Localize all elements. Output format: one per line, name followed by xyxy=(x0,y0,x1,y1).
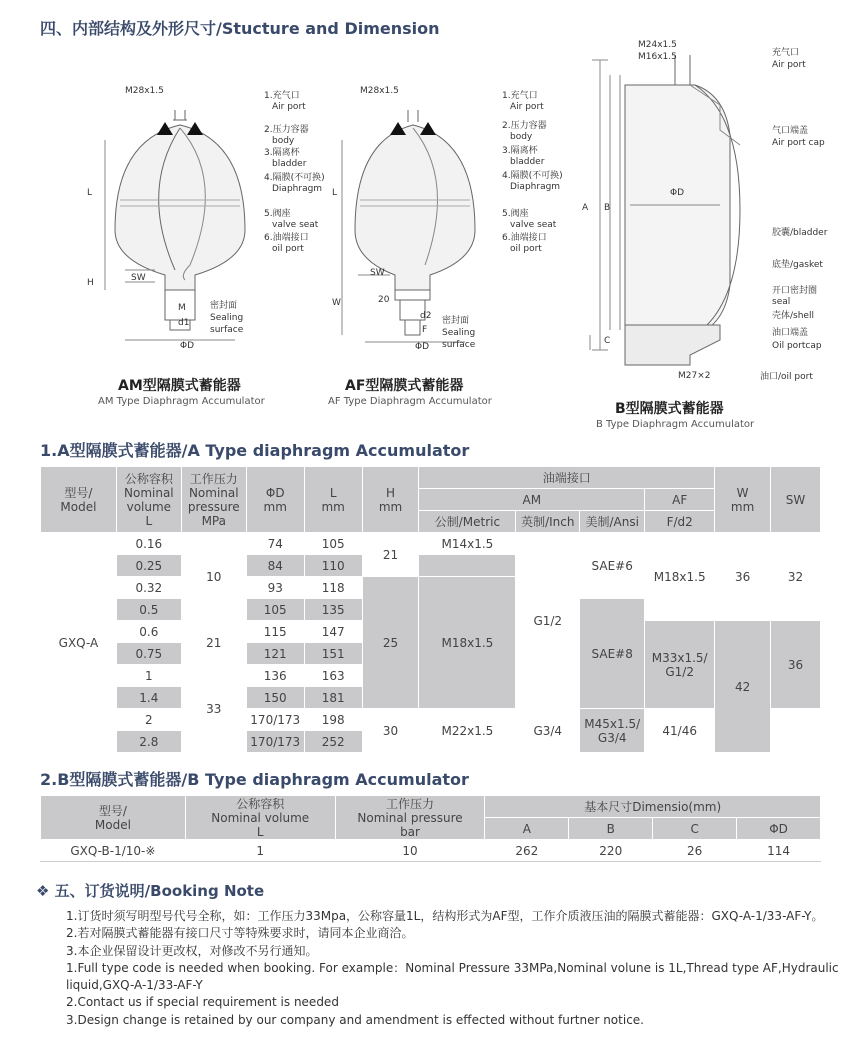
cell-od: 170/173 xyxy=(246,731,304,753)
cell-volume: 0.6 xyxy=(116,621,181,643)
am-label: 1.充气口 xyxy=(264,91,300,101)
am-seal-3: surface xyxy=(210,325,244,335)
am-label: 4.隔膜(不可换) xyxy=(264,173,325,183)
b-label: Oil portcap xyxy=(772,341,822,351)
booking-notes xyxy=(66,908,839,1029)
am-label: oil port xyxy=(272,244,304,254)
b-labels xyxy=(760,45,860,395)
b-hdr-a: A xyxy=(485,818,569,840)
cell-l: 147 xyxy=(304,621,362,643)
b-label: Air port cap xyxy=(772,138,825,148)
af-label: 6.油端接口 xyxy=(502,233,547,243)
hdr-fd2: F/d2 xyxy=(645,511,715,533)
am-label: body xyxy=(272,136,295,146)
cell-od: 84 xyxy=(246,555,304,577)
cell-od: 136 xyxy=(246,665,304,687)
b-hdr-c: C xyxy=(653,818,737,840)
hdr-volume: 公称容积 Nominal volume L xyxy=(116,467,181,533)
af-label: body xyxy=(510,132,533,142)
a-type-table xyxy=(40,466,821,753)
af-label: 5.阀座 xyxy=(502,209,529,219)
b-cell-pressure: 10 xyxy=(335,840,485,862)
hdr-sw: SW xyxy=(771,467,821,533)
af-dim-od: ΦD xyxy=(415,342,430,352)
hdr-model: 型号/ Model xyxy=(41,467,117,533)
b-label: 底垫/gasket xyxy=(772,260,823,270)
am-caption-cn: AM型隔膜式蓄能器 xyxy=(118,378,241,394)
cell-imperial: G1/2 xyxy=(516,533,580,709)
note-line: 1.Full type code is needed when booking. For example：Nominal Pressure 33MPa,Nominal volune is 1L,Thread type AF,Hydraulic xyxy=(66,960,839,975)
b-label: 胶囊/bladder xyxy=(772,228,828,238)
b-hdr-b: B xyxy=(569,818,653,840)
cell-l: 252 xyxy=(304,731,362,753)
af-label: valve seat xyxy=(510,220,557,230)
cell-volume: 0.5 xyxy=(116,599,181,621)
section-structure-heading: 四、内部结构及外形尺寸/Stucture and Dimension xyxy=(40,19,440,38)
cell-l: 110 xyxy=(304,555,362,577)
cell-metric: M22x1.5 xyxy=(419,709,516,753)
cell-metric xyxy=(419,555,516,577)
cell-l: 105 xyxy=(304,533,362,555)
b-label: Air port xyxy=(772,60,806,70)
af-dim-l: L xyxy=(332,188,338,198)
cell-volume: 1.4 xyxy=(116,687,181,709)
af-label: 1.充气口 xyxy=(502,91,538,101)
cell-l: 151 xyxy=(304,643,362,665)
booking-heading-text: 五、订货说明/Booking Note xyxy=(54,882,265,900)
b-thread-1: M24x1.5 xyxy=(638,40,677,50)
cell-h: 30 xyxy=(362,709,419,753)
cell-h: 25 xyxy=(362,577,419,709)
b-caption-cn: B型隔膜式蓄能器 xyxy=(615,401,724,417)
am-diagram xyxy=(85,80,260,380)
hdr-metric: 公制/Metric xyxy=(419,511,516,533)
cell-od: 170/173 xyxy=(246,709,304,731)
b-label: 气口端盖 xyxy=(772,126,809,136)
am-dim-d1: d1 xyxy=(178,318,190,328)
b-cell-c: 26 xyxy=(653,840,737,862)
af-seal-3: surface xyxy=(442,340,476,350)
af-label: bladder xyxy=(510,157,545,167)
af-thread-label: M28x1.5 xyxy=(360,86,399,96)
am-label: Air port xyxy=(272,102,306,112)
cell-metric: M14x1.5 xyxy=(419,533,516,555)
hdr-l: L mm xyxy=(304,467,362,533)
hdr-od: ΦD mm xyxy=(246,467,304,533)
cell-volume: 0.75 xyxy=(116,643,181,665)
am-label: bladder xyxy=(272,159,307,169)
b-dim-od: ΦD xyxy=(670,188,685,198)
b-thread-2: M16x1.5 xyxy=(638,52,677,62)
cell-metric: M18x1.5 xyxy=(419,577,516,709)
cell-od: 150 xyxy=(246,687,304,709)
af-seal-1: 密封面 xyxy=(442,316,470,326)
cell-volume: 1 xyxy=(116,665,181,687)
b-label: 开口密封圈 xyxy=(772,286,818,296)
cell-w: 36 xyxy=(715,533,771,621)
section-booking-heading xyxy=(36,880,265,901)
af-caption-en: AF Type Diaphragm Accumulator xyxy=(328,396,492,407)
af-label: 3.隔离杯 xyxy=(502,146,538,156)
b-cell-b: 220 xyxy=(569,840,653,862)
cell-volume: 0.25 xyxy=(116,555,181,577)
cell-model: GXQ-A xyxy=(41,533,117,753)
am-seal-1: 密封面 xyxy=(210,301,238,311)
am-label: 5.阀座 xyxy=(264,209,291,219)
cell-fd2: M33x1.5/ G1/2 xyxy=(645,621,715,709)
af-caption-cn: AF型隔膜式蓄能器 xyxy=(345,378,464,394)
cell-l: 135 xyxy=(304,599,362,621)
note-line: 2.Contact us if special requirement is needed xyxy=(66,995,339,1010)
cell-pressure: 33 xyxy=(181,665,246,753)
b-caption-en: B Type Diaphragm Accumulator xyxy=(596,419,755,430)
am-label: 6.油端接口 xyxy=(264,233,309,243)
af-dim-d2: d2 xyxy=(420,311,432,321)
b-label: seal xyxy=(772,297,791,307)
section-b-type-heading: 2.B型隔膜式蓄能器/B Type diaphragm Accumulator xyxy=(40,770,469,789)
b-dim-m27: M27×2 xyxy=(678,371,711,381)
b-hdr-basic: 基本尺寸Dimensio(mm) xyxy=(485,796,821,818)
am-thread-label: M28x1.5 xyxy=(125,86,164,96)
cell-od: 74 xyxy=(246,533,304,555)
hdr-af: AF xyxy=(645,489,715,511)
af-dim-sw: SW xyxy=(370,268,385,278)
diamond-icon: ❖ xyxy=(36,882,55,900)
b-label: 壳体/shell xyxy=(772,311,814,321)
cell-od: 93 xyxy=(246,577,304,599)
cell-ansi: SAE#6 xyxy=(580,533,645,599)
cell-sw: 41/46 xyxy=(645,709,715,753)
af-dim-20: 20 xyxy=(378,295,390,305)
af-dim-f: F xyxy=(422,325,428,335)
cell-w: 42 xyxy=(715,621,771,753)
cell-sw: 36 xyxy=(771,621,821,709)
cell-od: 115 xyxy=(246,621,304,643)
b-cell-od: 114 xyxy=(737,840,821,862)
note-line: 3.Design change is retained by our company and amendment is effected without furtner notice. xyxy=(66,1012,644,1027)
cell-volume: 2.8 xyxy=(116,731,181,753)
cell-fd2: M18x1.5 xyxy=(645,533,715,621)
cell-pressure: 10 xyxy=(181,533,246,621)
b-dim-a: A xyxy=(582,203,589,213)
am-dim-h: H xyxy=(87,278,94,288)
cell-l: 118 xyxy=(304,577,362,599)
b-cell-a: 262 xyxy=(485,840,569,862)
am-label: Diaphragm xyxy=(272,184,323,194)
cell-l: 163 xyxy=(304,665,362,687)
cell-l: 181 xyxy=(304,687,362,709)
cell-volume: 0.32 xyxy=(116,577,181,599)
cell-volume: 2 xyxy=(116,709,181,731)
b-cell-volume: 1 xyxy=(185,840,335,862)
hdr-pressure: 工作压力 Nominal pressure MPa xyxy=(181,467,246,533)
af-label: 2.压力容器 xyxy=(502,121,547,131)
b-dim-b: B xyxy=(604,203,611,213)
b-hdr-pressure: 工作压力 Nominal pressure bar xyxy=(335,796,485,840)
af-label: Diaphragm xyxy=(510,182,561,192)
b-label: 油口端盖 xyxy=(772,328,809,338)
b-type-table xyxy=(40,795,821,862)
section-a-type-heading: 1.A型隔膜式蓄能器/A Type diaphragm Accumulator xyxy=(40,441,470,460)
b-cell-model: GXQ-B-1/10-※ xyxy=(41,840,186,862)
am-dim-od: ΦD xyxy=(180,341,195,351)
af-label: 4.隔膜(不可换) xyxy=(502,171,563,181)
am-label: 2.压力容器 xyxy=(264,125,309,135)
hdr-oil-port: 油端接口 xyxy=(419,467,715,489)
note-line: 2.若对隔膜式蓄能器有接口尺寸等特殊要求时，请同本企业商洽。 xyxy=(66,926,414,941)
b-label: 油口/oil port xyxy=(760,372,813,382)
cell-od: 105 xyxy=(246,599,304,621)
hdr-am: AM xyxy=(419,489,645,511)
af-labels xyxy=(500,88,580,258)
af-label: oil port xyxy=(510,244,542,254)
cell-fd2: M45x1.5/ G3/4 xyxy=(580,709,645,753)
b-dim-c: C xyxy=(604,336,611,346)
hdr-ansi: 美制/Ansi xyxy=(580,511,645,533)
am-label: 3.隔离杯 xyxy=(264,148,300,158)
cell-ansi: SAE#8 xyxy=(580,599,645,709)
note-line: 3.本企业保留设计更改权，对修改不另行通知。 xyxy=(66,943,318,958)
b-hdr-model: 型号/ Model xyxy=(41,796,186,840)
cell-od: 121 xyxy=(246,643,304,665)
cell-imperial: G3/4 xyxy=(516,709,580,753)
b-diagram xyxy=(580,35,760,385)
am-seal-2: Sealing xyxy=(210,313,244,323)
b-hdr-volume: 公称容积 Nominal volume L xyxy=(185,796,335,840)
af-diagram xyxy=(330,80,500,380)
cell-h: 21 xyxy=(362,533,419,577)
b-hdr-od: ΦD xyxy=(737,818,821,840)
hdr-h: H mm xyxy=(362,467,419,533)
cell-volume: 0.16 xyxy=(116,533,181,555)
af-label: Air port xyxy=(510,102,544,112)
af-seal-2: Sealing xyxy=(442,328,476,338)
hdr-w: W mm xyxy=(715,467,771,533)
b-label: 充气口 xyxy=(772,48,800,58)
cell-l: 198 xyxy=(304,709,362,731)
note-line: liquid,GXQ-A-1/33-AF-Y xyxy=(66,978,203,993)
am-caption-en: AM Type Diaphragm Accumulator xyxy=(98,396,265,407)
am-dim-m: M xyxy=(178,303,186,313)
am-dim-l: L xyxy=(87,188,93,198)
af-dim-w: W xyxy=(332,298,341,308)
cell-pressure: 21 xyxy=(181,621,246,665)
note-line: 1.订货时须写明型号代号全称，如：工作压力33Mpa，公称容量1L，结构形式为AF型，工作介质液压油的隔膜式蓄能器：GXQ-A-1/33-AF-Y。 xyxy=(66,909,824,923)
hdr-imperial: 英制/Inch xyxy=(516,511,580,533)
cell-sw: 32 xyxy=(771,533,821,621)
am-label: valve seat xyxy=(272,220,319,230)
am-dim-sw: SW xyxy=(131,273,146,283)
